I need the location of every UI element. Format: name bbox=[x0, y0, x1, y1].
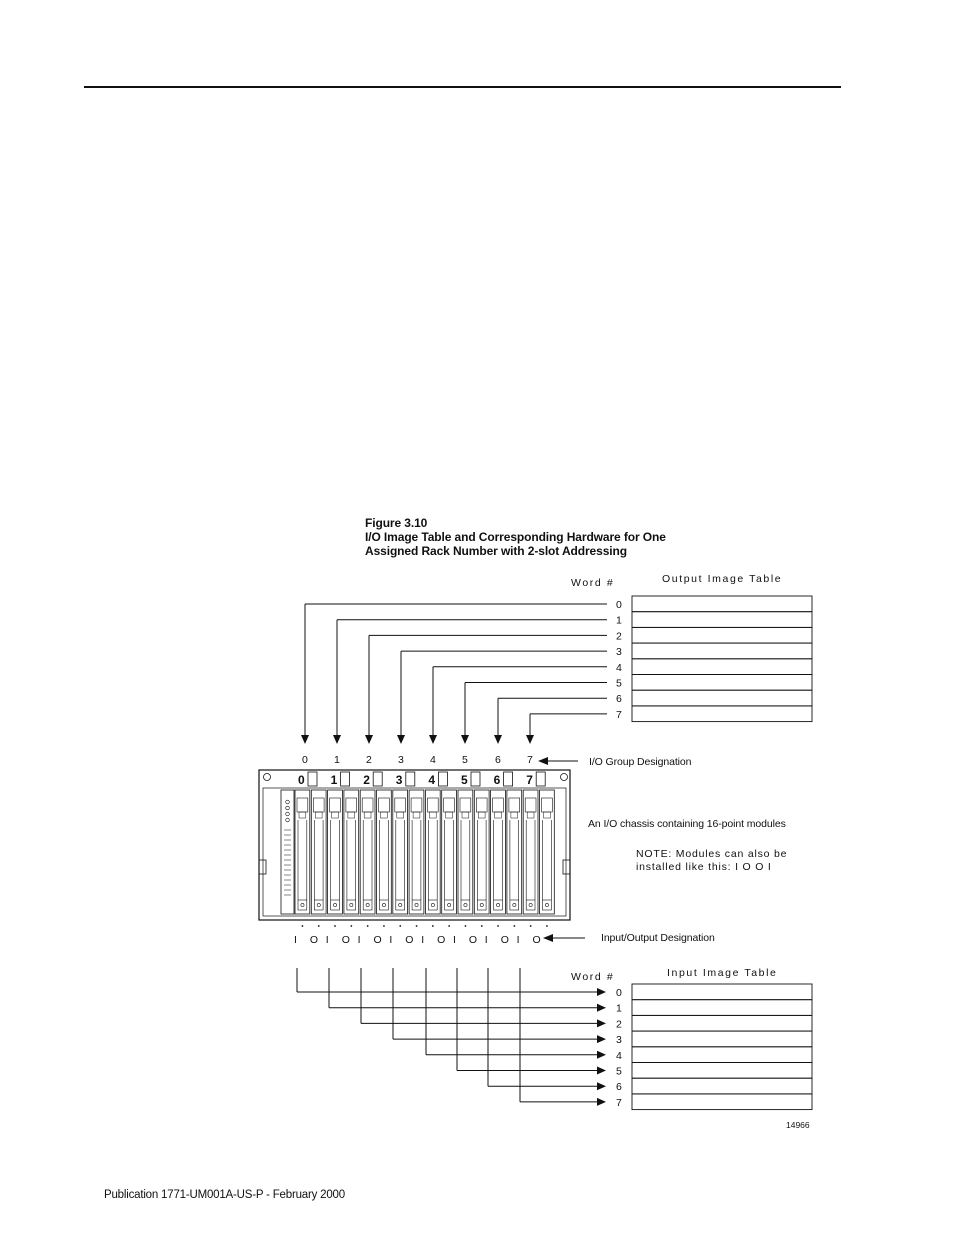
module-slot bbox=[442, 790, 457, 927]
word-number: 3 bbox=[616, 646, 622, 659]
word-number: 2 bbox=[616, 1018, 622, 1031]
input-word-numbers bbox=[616, 987, 622, 1109]
io-letter: I bbox=[484, 934, 488, 946]
module-slot bbox=[344, 790, 359, 927]
word-number: 4 bbox=[616, 661, 622, 674]
figure-title-line-1: I/O Image Table and Corresponding Hardware for One bbox=[365, 530, 666, 544]
word-number: 3 bbox=[616, 1034, 622, 1047]
module-slot bbox=[377, 790, 392, 927]
slot-group-label: 7 bbox=[526, 773, 533, 787]
slot-group-label: 5 bbox=[461, 773, 468, 787]
group-number: 6 bbox=[495, 754, 501, 766]
figure-id: 14966 bbox=[786, 1120, 810, 1130]
word-number: 5 bbox=[616, 1065, 622, 1078]
group-designation-label: I/O Group Designation bbox=[589, 756, 692, 768]
module-slot bbox=[458, 790, 473, 927]
table-row bbox=[632, 1031, 812, 1047]
figure-title-line-2: Assigned Rack Number with 2-slot Addressing bbox=[365, 544, 627, 558]
output-image-table bbox=[632, 596, 812, 722]
group-number: 4 bbox=[430, 754, 436, 766]
table-row bbox=[632, 596, 812, 612]
note-line-2: installed like this: I O O I bbox=[636, 861, 772, 873]
io-designation-arrow bbox=[543, 934, 585, 942]
slot-group-label: 1 bbox=[330, 773, 338, 787]
table-row bbox=[632, 1015, 812, 1031]
table-row bbox=[632, 1094, 812, 1110]
table-row bbox=[632, 627, 812, 643]
slot-group-label: 2 bbox=[363, 773, 370, 787]
group-number: 7 bbox=[527, 754, 533, 766]
io-letter: O bbox=[500, 934, 509, 946]
figure-number: Figure 3.10 bbox=[365, 516, 428, 530]
io-letter: O bbox=[468, 934, 478, 946]
output-word-numbers bbox=[616, 599, 622, 721]
input-connectors bbox=[297, 968, 606, 1106]
io-letter: O bbox=[437, 934, 446, 946]
io-letter: O bbox=[532, 934, 541, 946]
io-letter: O bbox=[341, 934, 350, 946]
module-slot bbox=[491, 790, 506, 927]
input-image-table bbox=[632, 984, 812, 1110]
word-number: 4 bbox=[616, 1049, 622, 1062]
module-slot bbox=[507, 790, 522, 927]
slot-group-label: 6 bbox=[493, 773, 501, 787]
io-letter: I bbox=[421, 934, 425, 946]
io-designation-label: Input/Output Designation bbox=[601, 932, 715, 944]
module-slot bbox=[540, 790, 555, 927]
footer-publication: Publication 1771-UM001A-US-P - February 2000 bbox=[104, 1189, 345, 1201]
word-number: 6 bbox=[616, 693, 622, 706]
module-slot bbox=[295, 790, 310, 927]
table-row bbox=[632, 643, 812, 659]
module-slot bbox=[311, 790, 326, 927]
group-numbers bbox=[302, 754, 533, 766]
note-line-1: NOTE: Modules can also be bbox=[636, 848, 788, 860]
io-letter: I bbox=[357, 934, 361, 946]
io-letter: I bbox=[453, 934, 456, 946]
word-number: 2 bbox=[616, 630, 622, 643]
input-word-label: Word # bbox=[571, 971, 615, 983]
input-table-title: Input Image Table bbox=[667, 967, 778, 979]
word-number: 0 bbox=[616, 987, 622, 999]
module-slot bbox=[425, 790, 440, 927]
module-slot bbox=[328, 790, 343, 927]
module-slot bbox=[360, 790, 375, 927]
group-number: 5 bbox=[462, 754, 468, 766]
io-chassis bbox=[259, 770, 570, 927]
word-number: 7 bbox=[616, 708, 622, 721]
slot-group-label: 3 bbox=[395, 773, 403, 787]
io-letter: I bbox=[294, 934, 297, 946]
group-number: 0 bbox=[302, 754, 308, 766]
module-slot bbox=[393, 790, 408, 927]
table-row bbox=[632, 612, 812, 628]
module-slot bbox=[523, 790, 538, 927]
group-number: 2 bbox=[366, 754, 372, 766]
word-number: 5 bbox=[616, 677, 622, 690]
word-number: 1 bbox=[616, 614, 622, 627]
group-number: 3 bbox=[398, 754, 404, 766]
slot-group-label: 0 bbox=[298, 773, 305, 787]
table-row bbox=[632, 675, 812, 691]
table-row bbox=[632, 1000, 812, 1016]
output-word-label: Word # bbox=[571, 577, 615, 589]
module-slot bbox=[474, 790, 489, 927]
table-row bbox=[632, 1063, 812, 1079]
io-letter: I bbox=[389, 934, 393, 946]
module-slot bbox=[409, 790, 424, 927]
output-table-title: Output Image Table bbox=[662, 573, 783, 585]
io-letter: O bbox=[309, 934, 319, 946]
word-number: 1 bbox=[616, 1002, 622, 1015]
io-letter: O bbox=[405, 934, 414, 946]
word-number: 7 bbox=[616, 1096, 622, 1109]
table-row bbox=[632, 1078, 812, 1094]
slot-group-label: 4 bbox=[428, 773, 436, 787]
group-designation-arrow bbox=[538, 757, 578, 765]
chassis-label: An I/O chassis containing 16-point modules bbox=[588, 818, 786, 830]
table-row bbox=[632, 1047, 812, 1063]
table-row bbox=[632, 659, 812, 675]
output-connectors bbox=[301, 604, 607, 744]
io-letter: O bbox=[373, 934, 382, 946]
table-row bbox=[632, 690, 812, 706]
io-letter: I bbox=[516, 934, 520, 946]
table-row bbox=[632, 984, 812, 1000]
table-row bbox=[632, 706, 812, 722]
group-number: 1 bbox=[334, 754, 340, 766]
word-number: 6 bbox=[616, 1081, 622, 1094]
io-designation-letters bbox=[294, 934, 541, 946]
word-number: 0 bbox=[616, 599, 622, 611]
io-letter: I bbox=[325, 934, 329, 946]
